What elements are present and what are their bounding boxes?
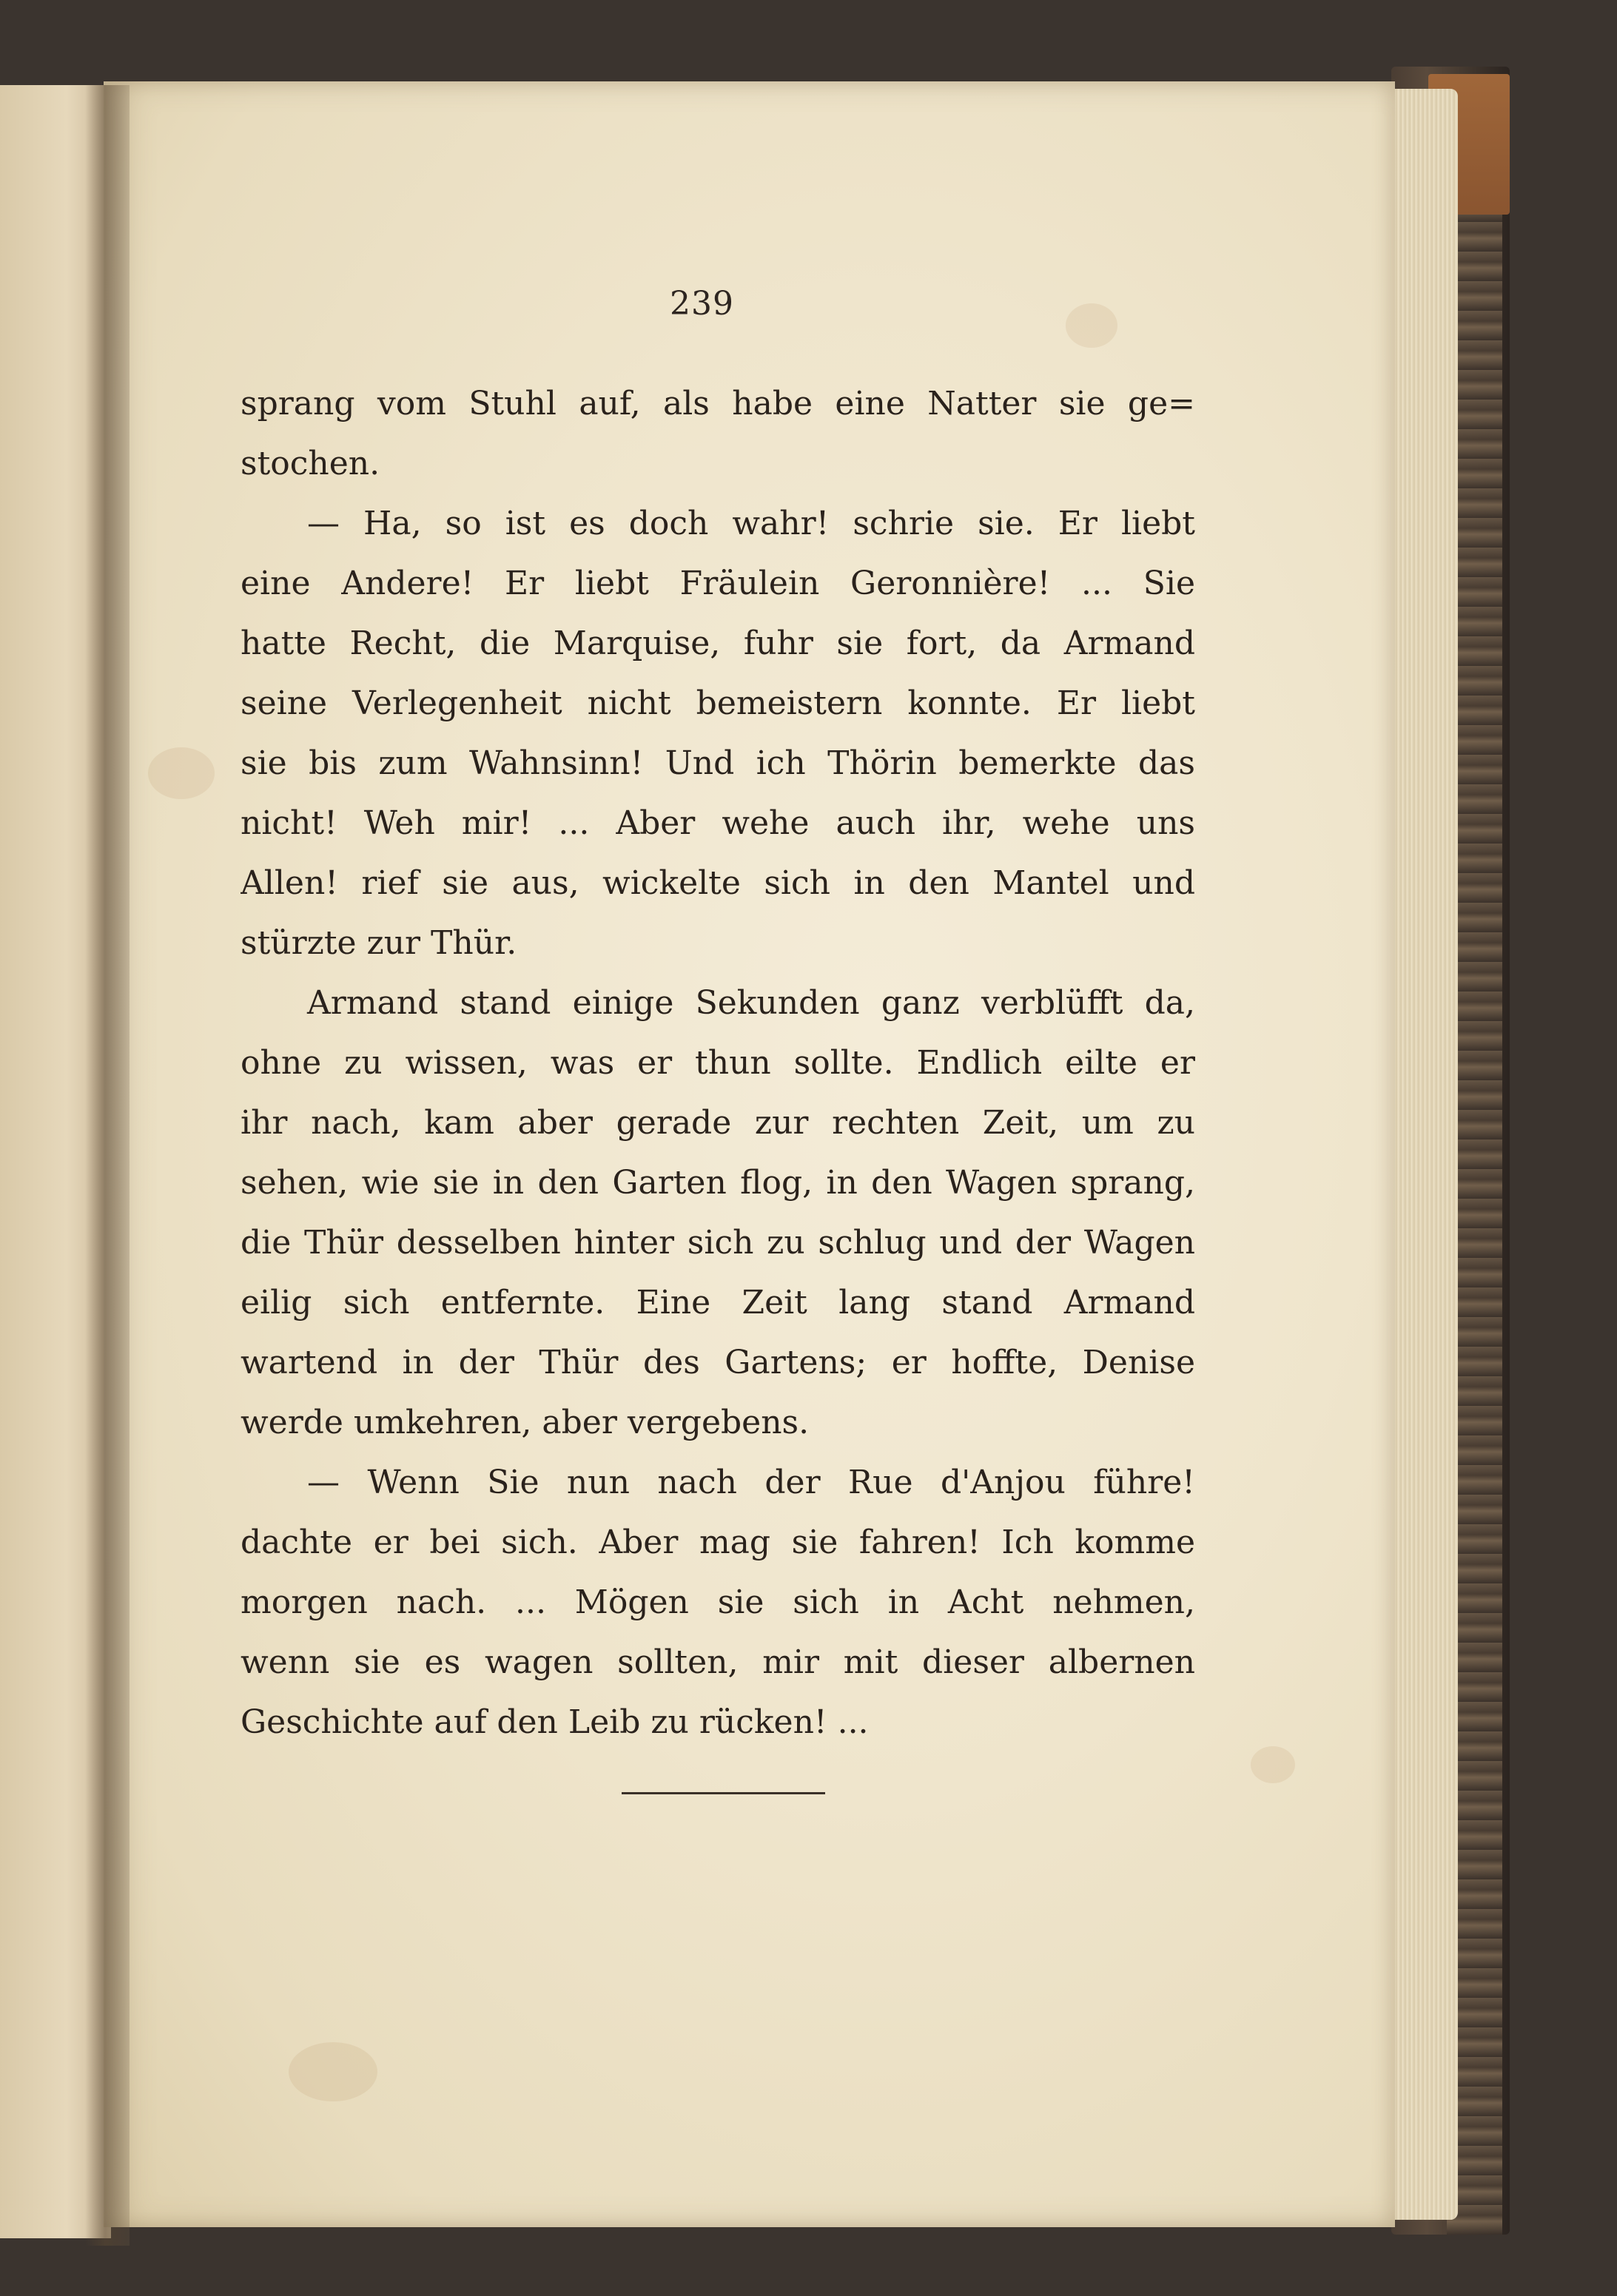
text-line: sprang vom Stuhl auf, als habe eine Natter sie ge= (241, 385, 1195, 422)
text-line: werde umkehren, aber vergebens. (241, 1404, 810, 1441)
section-end-rule (622, 1792, 825, 1794)
text-line: — Wenn Sie nun nach der Rue d'Anjou führe! (307, 1464, 1195, 1501)
foxing-spot (1251, 1746, 1295, 1783)
page-number: 239 (670, 285, 734, 323)
text-line: wenn sie es wagen sollten, mir mit dieser albernen (241, 1643, 1195, 1681)
foxing-spot (1066, 303, 1117, 348)
text-line: sie bis zum Wahnsinn! Und ich Thörin bemerkte das (241, 744, 1195, 782)
foxing-spot (289, 2042, 377, 2101)
text-line: ihr nach, kam aber gerade zur rechten Zeit, um zu (241, 1104, 1195, 1142)
text-line: morgen nach. ... Mögen sie sich in Acht nehmen, (241, 1583, 1195, 1621)
text-line: hatte Recht, die Marquise, fuhr sie fort, da Armand (241, 625, 1195, 662)
text-line: stochen. (241, 445, 380, 482)
text-line: ohne zu wissen, was er thun sollte. Endlich eilte er (241, 1044, 1195, 1082)
text-line: Geschichte auf den Leib zu rücken! ... (241, 1703, 869, 1741)
text-line: nicht! Weh mir! ... Aber wehe auch ihr, wehe uns (241, 804, 1195, 842)
text-line: wartend in der Thür des Gartens; er hoffte, Denise (241, 1344, 1195, 1381)
text-line: sehen, wie sie in den Garten flog, in den Wagen sprang, (241, 1164, 1195, 1202)
text-line: Armand stand einige Sekunden ganz verblüfft da, (307, 984, 1195, 1022)
text-line: stürzte zur Thür. (241, 924, 517, 962)
body-text (241, 374, 1195, 1752)
foxing-spot (148, 747, 215, 799)
text-line: eilig sich entfernte. Eine Zeit lang stand Armand (241, 1284, 1195, 1322)
text-line: eine Andere! Er liebt Fräulein Geronnière! ... Sie (241, 565, 1195, 602)
text-line: Allen! rief sie aus, wickelte sich in den Mantel und (241, 864, 1195, 902)
text-line: die Thür desselben hinter sich zu schlug und der Wagen (241, 1224, 1195, 1262)
text-line: — Ha, so ist es doch wahr! schrie sie. Er liebt (307, 505, 1195, 542)
book-gutter (85, 85, 130, 2246)
text-line: dachte er bei sich. Aber mag sie fahren! Ich komme (241, 1524, 1195, 1561)
text-line: seine Verlegenheit nicht bemeistern konnte. Er liebt (241, 684, 1195, 722)
